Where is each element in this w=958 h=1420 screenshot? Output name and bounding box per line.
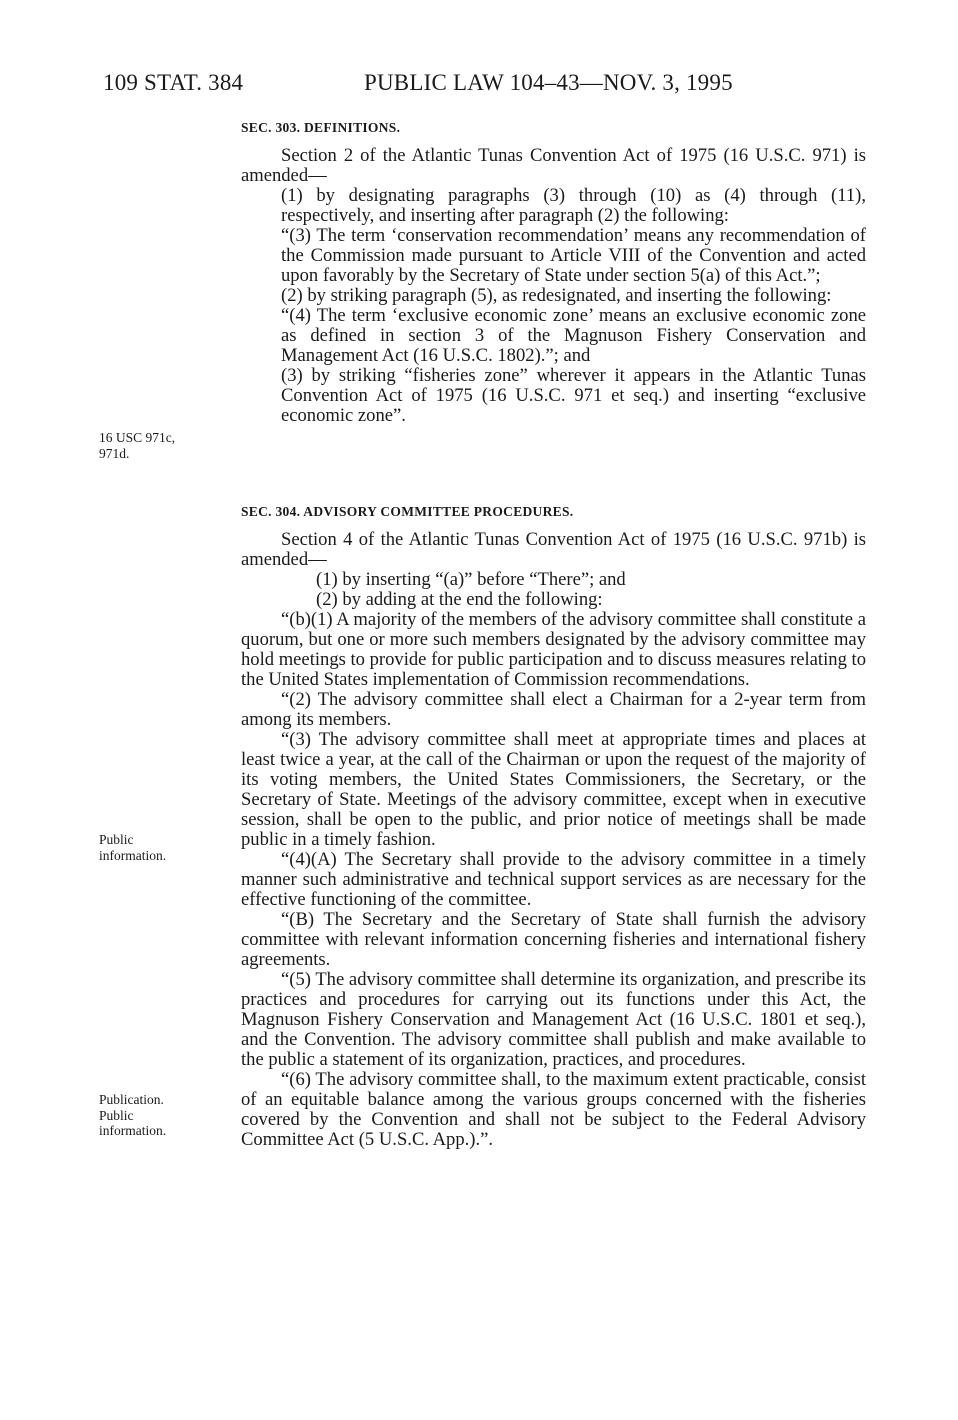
paragraph: (3) by striking “fisheries zone” wherever it appears in the Atlantic Tunas Convention Act of 1975 (16 U.S.C. 971 et seq.) and inserting “exclusive economic zone”.: [281, 365, 866, 426]
section-303: [241, 120, 866, 426]
law-title: PUBLIC LAW 104–43—NOV. 3, 1995: [364, 70, 733, 95]
margin-note-usc: 16 USC 971c, 971d.: [99, 430, 176, 461]
section-304: [241, 504, 866, 1150]
margin-note-public-information: Public information.: [99, 832, 167, 863]
paragraph: (2) by adding at the end the following:: [316, 589, 603, 610]
paragraph: (2) by striking paragraph (5), as redesignated, and inserting the following:: [281, 285, 832, 306]
paragraph: (1) by designating paragraphs (3) through (10) as (4) through (11), respectively, and inserting after paragraph (2) the following:: [281, 185, 866, 226]
paragraph: “(3) The term ‘conservation recommendation’ means any recommendation of the Commission made pursuant to Article VIII of the Convention and acted upon favorably by the Secretary of State under section 5(a) of this Act.”;: [281, 225, 866, 286]
paragraph: Section 2 of the Atlantic Tunas Convention Act of 1975 (16 U.S.C. 971) is amended—: [241, 145, 866, 186]
paragraph: “(2) The advisory committee shall elect a Chairman for a 2-year term from among its members.: [241, 689, 866, 730]
paragraph: “(4)(A) The Secretary shall provide to the advisory committee in a timely manner such administrative and technical support services as are necessary for the effective functioning of the committee.: [241, 849, 866, 910]
page-reference: 109 STAT. 384: [103, 70, 244, 95]
paragraph: (1) by inserting “(a)” before “There”; and: [316, 569, 626, 590]
section-304-heading: SEC. 304. ADVISORY COMMITTEE PROCEDURES.: [241, 504, 574, 519]
paragraph: Section 4 of the Atlantic Tunas Convention Act of 1975 (16 U.S.C. 971b) is amended—: [241, 529, 866, 570]
paragraph: “(B) The Secretary and the Secretary of State shall furnish the advisory committee with relevant information concerning fisheries and international fishery agreements.: [241, 909, 866, 970]
paragraph: “(5) The advisory committee shall determine its organization, and prescribe its practices and procedures for carrying out its functions under this Act, the Magnuson Fishery Conservation and Management Act (16 U.S.C. 1801 et seq.), and the Convention. The advisory committee shall publish and make available to the public a statement of its organization, practices, and procedures.: [241, 969, 866, 1070]
paragraph: “(6) The advisory committee shall, to the maximum extent practicable, consist of an equitable balance among the various groups concerned with the fisheries covered by the Convention and shall not be subject to the Federal Advisory Committee Act (5 U.S.C. App.).”.: [241, 1069, 866, 1150]
margin-note-publication: Publication. Public information.: [99, 1092, 167, 1138]
paragraph: “(b)(1) A majority of the members of the advisory committee shall constitute a quorum, but one or more such members designated by the advisory committee may hold meetings to provide for public participation and to discuss measures relating to the United States implementation of Commission recommendations.: [241, 609, 866, 690]
section-303-heading: SEC. 303. DEFINITIONS.: [241, 120, 401, 135]
paragraph: “(3) The advisory committee shall meet at appropriate times and places at least twice a year, at the call of the Chairman or upon the request of the majority of its voting members, the United States Commissioners, the Secretary, or the Secretary of State. Meetings of the advisory committee, except when in executive session, shall be open to the public, and prior notice of meetings shall be made public in a timely fashion.: [241, 729, 866, 850]
paragraph: “(4) The term ‘exclusive economic zone’ means an exclusive economic zone as defined in section 3 of the Magnuson Fishery Conservation and Management Act (16 U.S.C. 1802).”; and: [281, 305, 866, 366]
